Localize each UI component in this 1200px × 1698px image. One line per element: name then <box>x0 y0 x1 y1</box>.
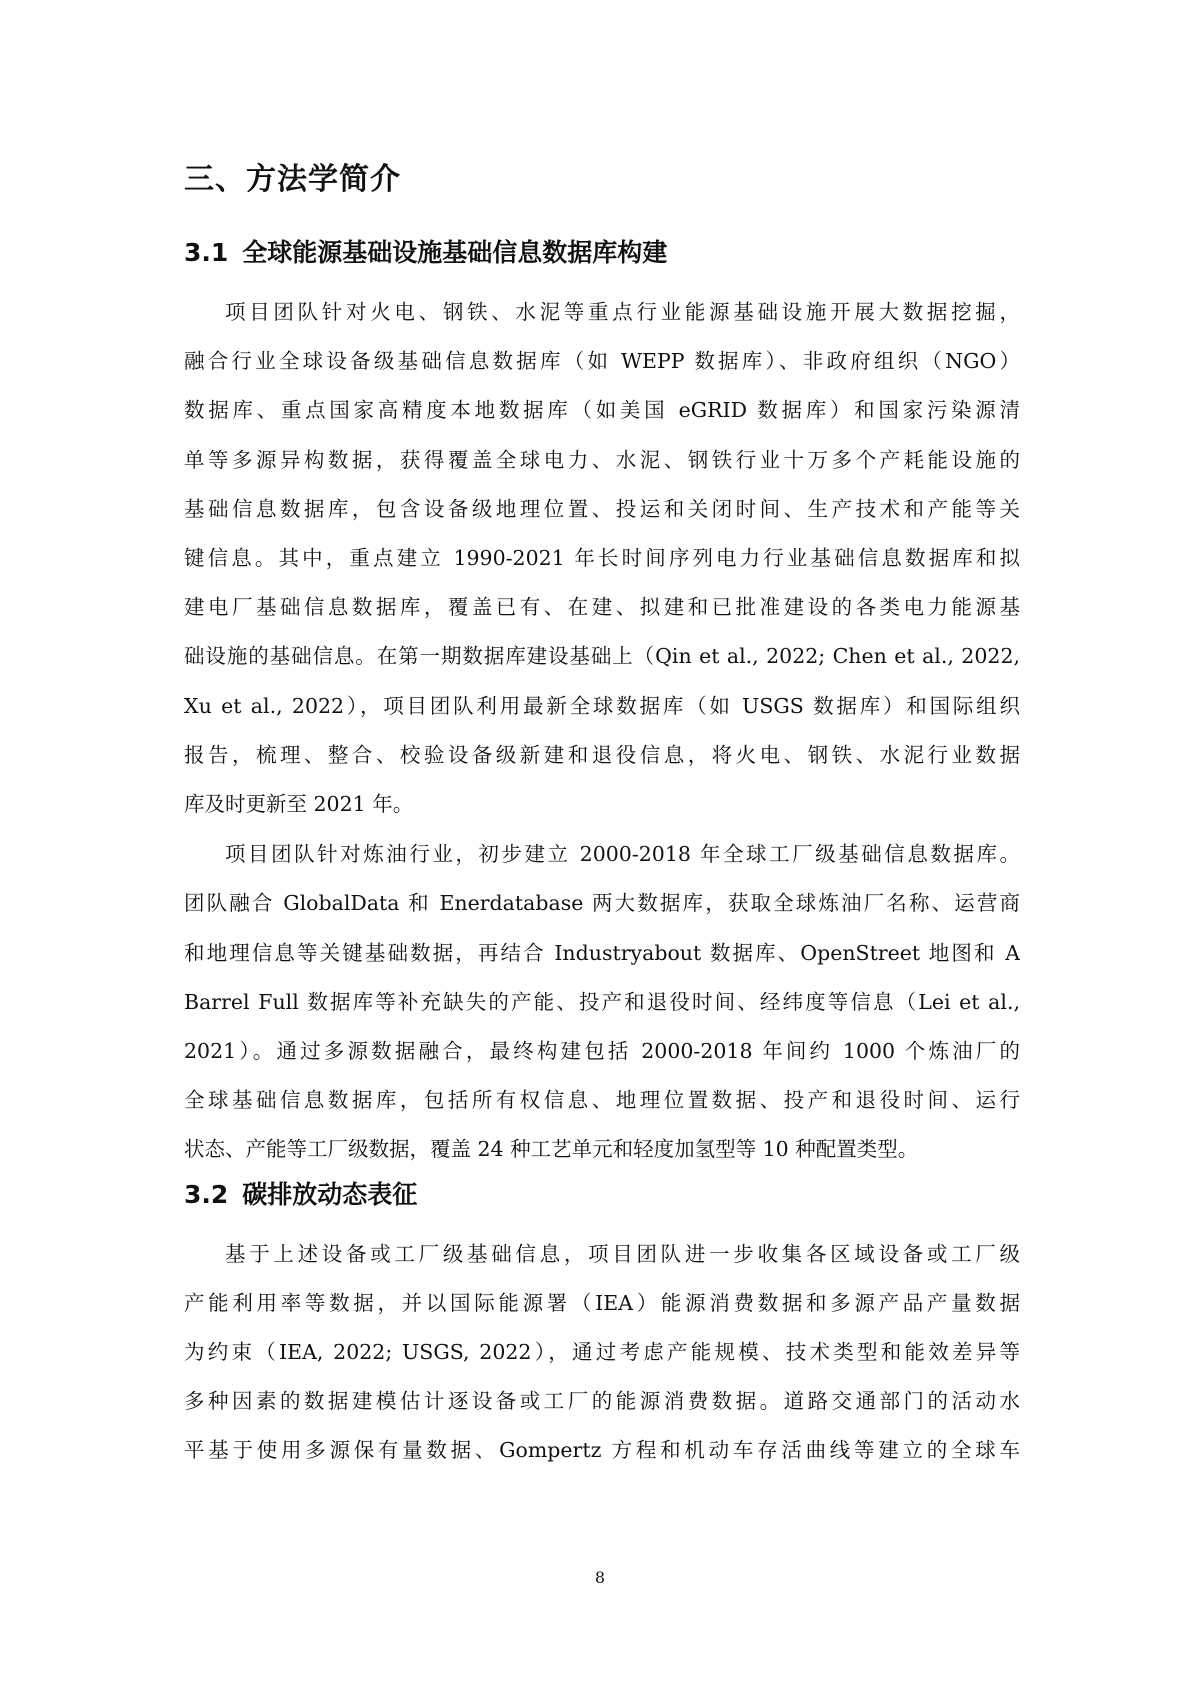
paragraph-line: 和地理信息等关键基础数据，再结合 Industryabout 数据库、OpenStreet 地图和 A <box>184 940 1020 965</box>
paragraph-line: 状态、产能等工厂级数据，覆盖 24 种工艺单元和轻度加氢型等 10 种配置类型。 <box>184 1137 919 1162</box>
paragraph-line: 键信息。其中，重点建立 1990-2021 年长时间序列电力行业基础信息数据库和拟 <box>184 546 1020 571</box>
body-paragraph <box>184 288 1020 829</box>
section-heading <box>184 236 1020 270</box>
paragraph-line: Xu et al., 2022），项目团队利用最新全球数据库（如 USGS 数据库）和国际组织 <box>184 693 1020 718</box>
page-content <box>184 160 1020 1477</box>
paragraph-line: 库及时更新至 2021 年。 <box>184 792 414 817</box>
body-paragraph <box>184 830 1020 1174</box>
paragraph-line: 2021）。通过多源数据融合，最终构建包括 2000-2018 年间约 1000 个炼油厂的 <box>184 1039 1020 1064</box>
paragraph-line: 数据库、重点国家高精度本地数据库（如美国 eGRID 数据库）和国家污染源清 <box>184 398 1020 423</box>
page-number: 8 <box>594 1568 606 1587</box>
paragraph-line: 为约束（IEA, 2022; USGS, 2022），通过考虑产能规模、技术类型和能效差异等 <box>184 1340 1020 1365</box>
paragraph-line: 基础信息数据库，包含设备级地理位置、投运和关闭时间、生产技术和产能等关 <box>184 496 1020 521</box>
paragraph-line: 项目团队针对火电、钢铁、水泥等重点行业能源基础设施开展大数据挖掘， <box>225 300 1020 324</box>
section-heading <box>184 1178 1020 1212</box>
paragraph-line: 报告，梳理、整合、校验设备级新建和退役信息，将火电、钢铁、水泥行业数据 <box>184 742 1020 767</box>
section-number: 3.1 <box>184 238 229 267</box>
paragraph-line: Barrel Full 数据库等补充缺失的产能、投产和退役时间、经纬度等信息（Lei et al., <box>184 989 1020 1014</box>
paragraph-line: 项目团队针对炼油行业，初步建立 2000-2018 年全球工厂级基础信息数据库。 <box>225 842 1020 867</box>
chapter-heading: 三、方法学简介 <box>184 162 401 197</box>
paragraph-line: 基于上述设备或工厂级基础信息，项目团队进一步收集各区域设备或工厂级 <box>225 1241 1020 1266</box>
body-paragraph <box>184 1230 1020 1476</box>
paragraph-line: 多种因素的数据建模估计逐设备或工厂的能源消费数据。道路交通部门的活动水 <box>184 1389 1020 1414</box>
paragraph-line: 建电厂基础信息数据库，覆盖已有、在建、拟建和已批准建设的各类电力能源基 <box>184 595 1020 620</box>
sections-container <box>184 236 1020 1476</box>
paragraph-line: 融合行业全球设备级基础信息数据库（如 WEPP 数据库）、非政府组织（NGO） <box>184 349 1020 374</box>
paragraph-line: 平基于使用多源保有量数据、Gompertz 方程和机动车存活曲线等建立的全球车 <box>184 1438 1020 1463</box>
paragraph-line: 单等多源异构数据，获得覆盖全球电力、水泥、钢铁行业十万多个产耗能设施的 <box>184 447 1020 472</box>
paragraph-line: 团队融合 GlobalData 和 Enerdatabase 两大数据库，获取全球炼油厂名称、运营商 <box>184 891 1020 916</box>
section-title: 碳排放动态表征 <box>242 1179 418 1209</box>
paragraph-line: 全球基础信息数据库，包括所有权信息、地理位置数据、投产和退役时间、运行 <box>184 1088 1020 1113</box>
paragraph-line: 础设施的基础信息。在第一期数据库建设基础上（Qin et al., 2022; Chen et al., 2022, <box>184 644 1020 669</box>
section-title: 全球能源基础设施基础信息数据库构建 <box>242 238 668 267</box>
section-number: 3.2 <box>184 1179 229 1209</box>
paragraph-line: 产能利用率等数据，并以国际能源署（IEA）能源消费数据和多源产品产量数据 <box>184 1290 1020 1315</box>
